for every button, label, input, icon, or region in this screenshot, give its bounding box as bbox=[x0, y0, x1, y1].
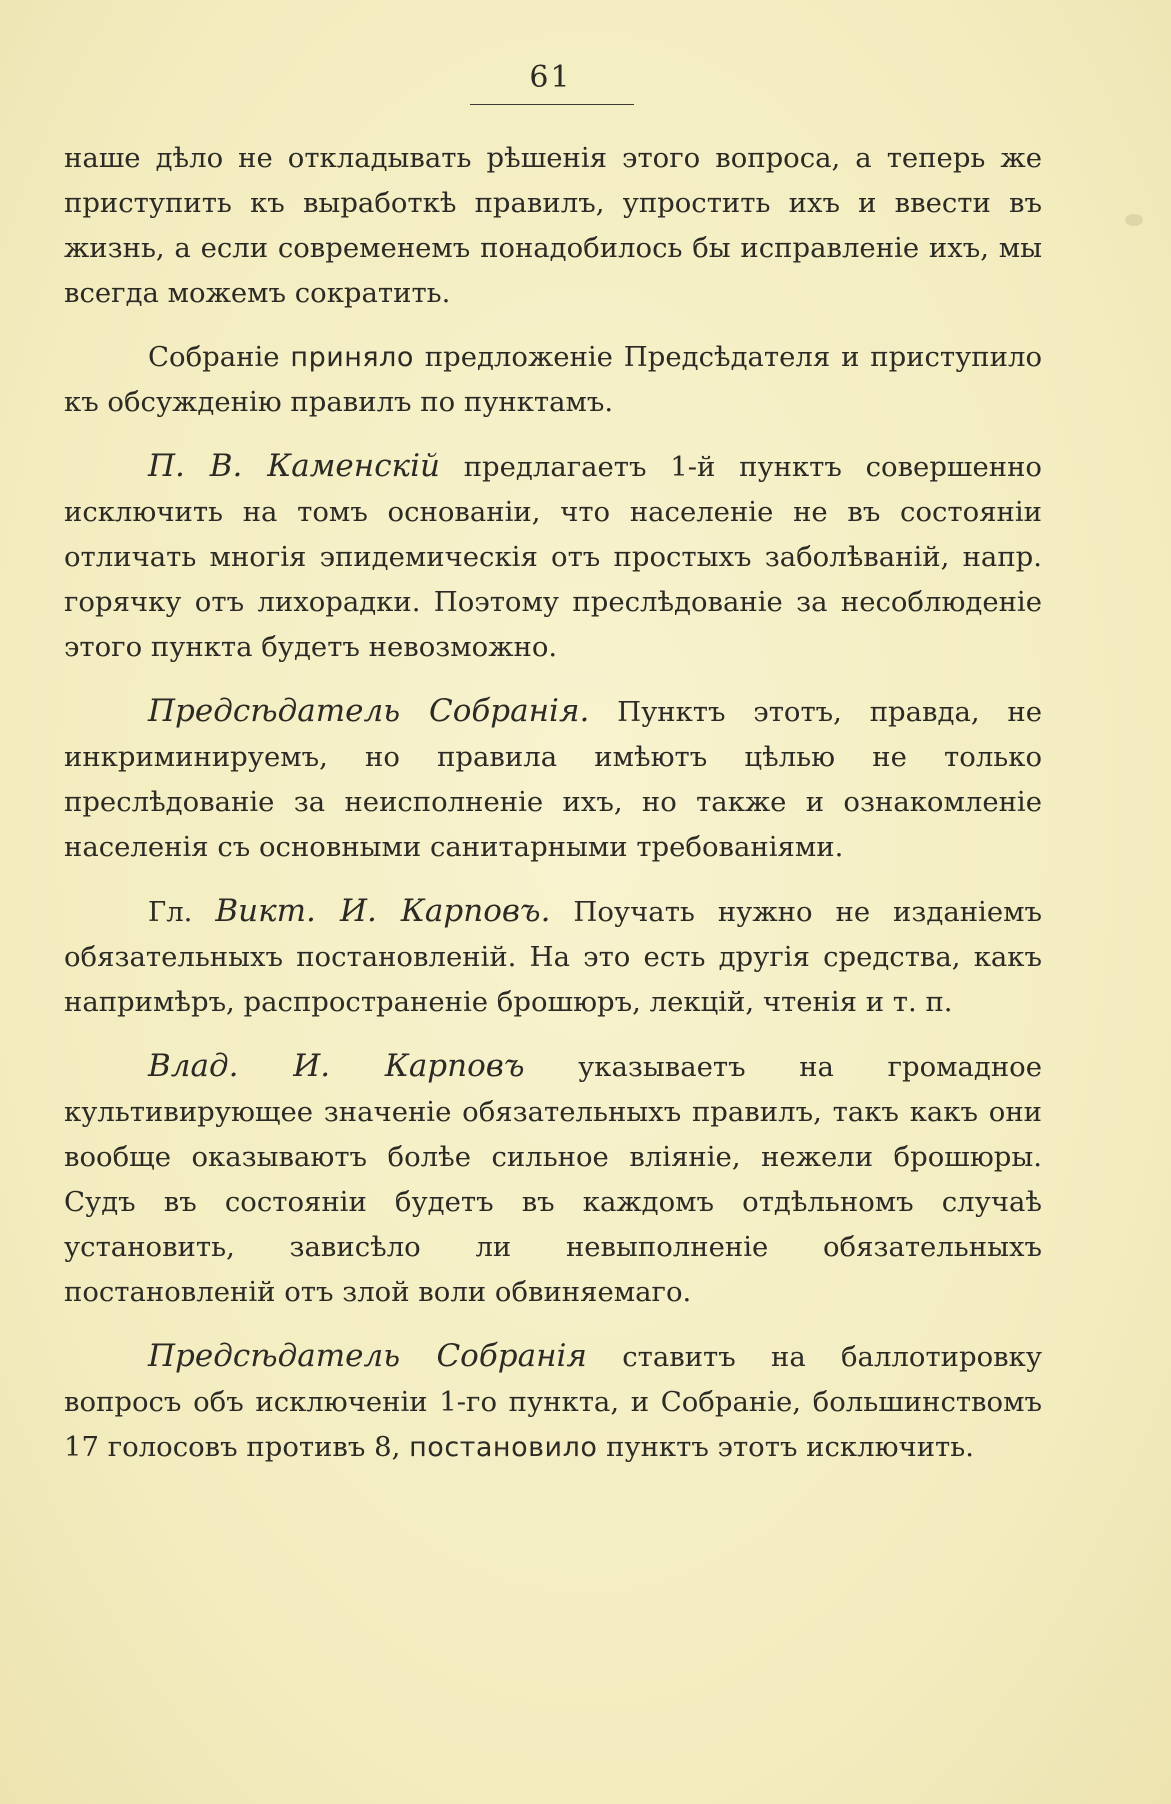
paragraph-5-text: Поучать нужно не изданіемъ обязательныхъ постановленій. На это есть другія средства, какъ напримѣръ, распространеніе брошюръ, лекцій, чтенія и т. п. bbox=[64, 896, 1042, 1018]
paragraph-2-text-c: предложеніе Предсѣдателя и приступило къ обсужденію правилъ по пунктамъ. bbox=[64, 341, 1042, 418]
speaker-vlad-karpov: Влад. И. Карповъ bbox=[148, 1048, 525, 1084]
paragraph-2 bbox=[64, 335, 1042, 425]
speaker-vikt-karpov: Викт. И. Карповъ. bbox=[215, 893, 551, 929]
paragraph-1-text: наше дѣло не откладывать рѣшенія этого вопроса, а теперь же приступить къ выработкѣ правилъ, упростить ихъ и ввести въ жизнь, а если современемъ понадобилось бы исправленіе ихъ, мы всегда можемъ сократить. bbox=[64, 142, 1042, 309]
paragraph-4-text: Пунктъ этотъ, правда, не инкриминируемъ, но правила имѣютъ цѣлью не только преслѣдованіе за неисполненіе ихъ, но также и ознакомленіе населенія съ основными санитарными требованіями. bbox=[64, 696, 1042, 863]
paragraph-3-text: предлагаетъ 1-й пунктъ совершенно исключить на томъ основаніи, что населеніе не въ состояніи отличать многія эпидемическія отъ простыхъ заболѣваній, напр. горячку отъ лихорадки. Поэтому преслѣдованіе за несоблюденіе этого пункта будетъ невозможно. bbox=[64, 451, 1042, 663]
paragraph-5 bbox=[64, 889, 1042, 1025]
paragraph-7 bbox=[64, 1334, 1042, 1470]
emphasis-postanovilo: постановило bbox=[409, 1432, 598, 1463]
paragraph-7-text-b: ставитъ на баллотировку вопросъ объ исключеніи 1-го пункта, и Собраніе, большинствомъ 17 голосовъ противъ 8, bbox=[64, 1341, 1043, 1463]
speaker-chairman: Предсѣдатель Собранія. bbox=[148, 693, 590, 729]
emphasis-prinyalo: приняло bbox=[290, 342, 414, 373]
paragraph-5-prefix: Гл. bbox=[148, 896, 216, 928]
speaker-kamensky: П. В. Каменскій bbox=[148, 448, 440, 484]
paragraph-3 bbox=[64, 444, 1042, 670]
paragraph-1 bbox=[64, 136, 1042, 316]
paragraph-6 bbox=[64, 1044, 1042, 1315]
header-rule bbox=[470, 104, 634, 105]
paragraph-4 bbox=[64, 689, 1042, 870]
body-text bbox=[64, 136, 1042, 1489]
speaker-chairman-2: Предсѣдатель Собранія bbox=[148, 1338, 587, 1374]
paragraph-2-text-a: Собраніе bbox=[148, 341, 291, 373]
paragraph-6-text: указываетъ на громадное культивирующее значеніе обязательныхъ правилъ, такъ какъ они вообще оказываютъ болѣе сильное вліяніе, нежели брошюры. Судъ въ состояніи будетъ въ каждомъ отдѣльномъ случаѣ установить, зависѣло ли невыполненіе обязательныхъ постановленій отъ злой воли обвиняемаго. bbox=[64, 1051, 1043, 1308]
paragraph-7-text-d: пунктъ этотъ исключить. bbox=[597, 1431, 974, 1463]
page-number: 61 bbox=[529, 60, 572, 95]
paper-stain bbox=[1125, 214, 1143, 226]
